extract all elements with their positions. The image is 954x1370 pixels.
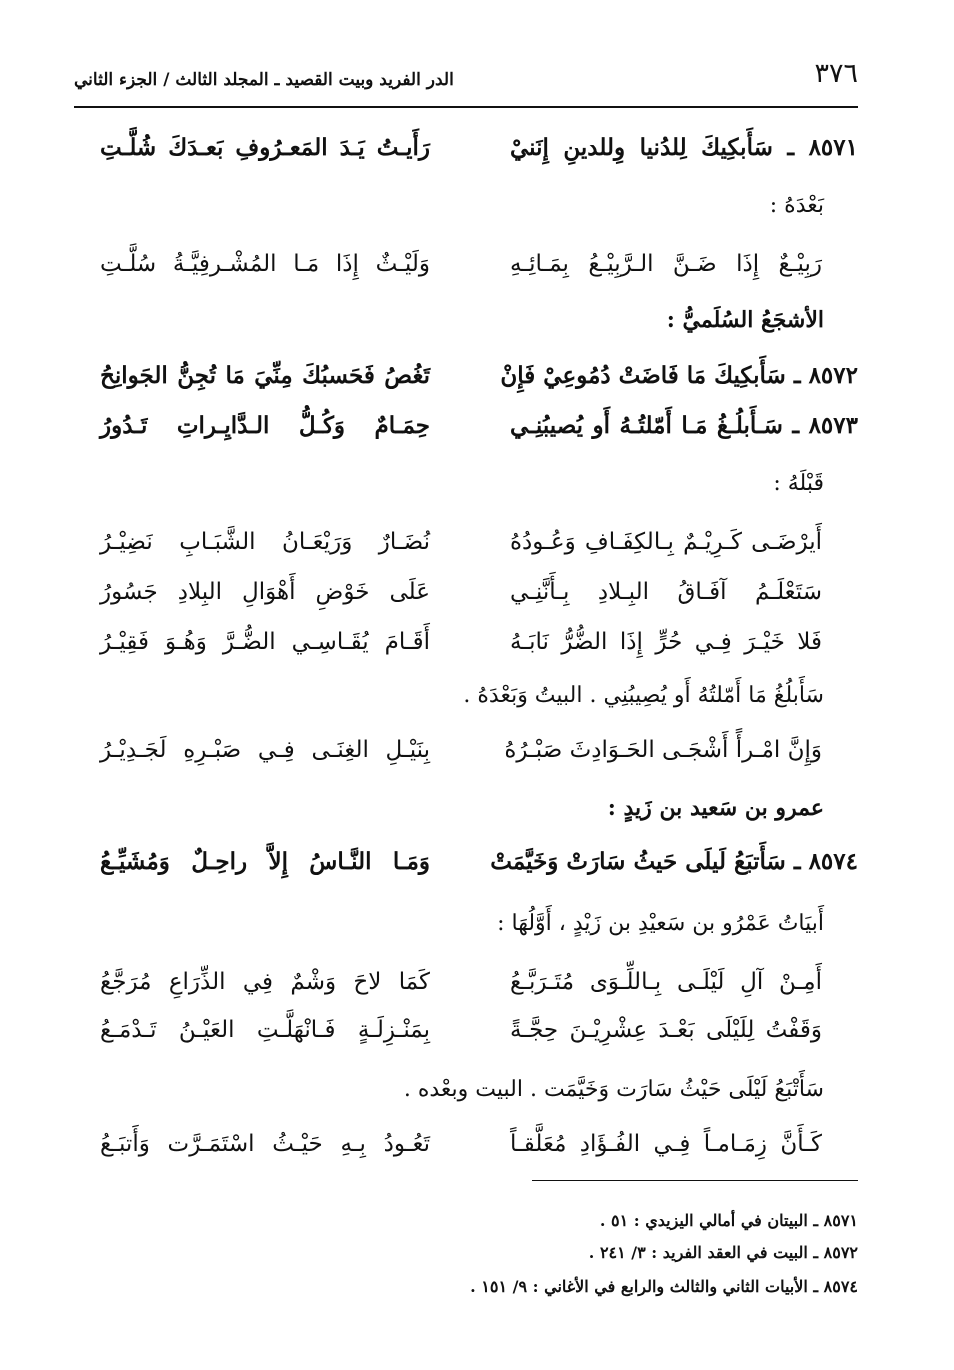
verse	[100, 960, 858, 1004]
verse-first-hemistich: وَقَفْتُ لِلَيْلَى بَعْـدَ عِشْرِيْـنَ حِجَّـةً	[510, 1017, 822, 1043]
verse	[100, 620, 858, 664]
editor-note: سَأَتْبَعُ لَيْلَى حَيْثُ سَارَت وَخَيَّمَت . البيت وبعْده .	[403, 1077, 824, 1102]
footnote: ٨٥٧١ ـ البيتان في أمالي اليزيدي : ٥١ .	[599, 1211, 858, 1230]
verse-second-hemistich: وَمَـا النَّـاسُ إِلاَّ راحِـلٌ وَمُشَيِّـعُ	[100, 848, 430, 875]
footnote-rule	[532, 1180, 858, 1181]
verse-first-hemistich: سَتَعْلَـمُ آفَـاقُ البِـلادِ بِـأَنَّنِـي	[510, 579, 822, 605]
header-rule	[74, 106, 858, 108]
verse-first-hemistich: ٨٥٧٢ ـ سَأَبكِيكَ مَا فَاضَتْ دُمُوعِيْ فَإِنْ	[500, 362, 858, 389]
verse-first-hemistich: أَيرْضَـى كَـرِيْـمٌ بِـالكِفَـافِ وَعُـودُهُ	[510, 529, 822, 555]
verse-first-hemistich: ٨٥٧٣ ـ سَـأَبلُـغُ مَـا أَمّلتُـهُ أَو يُصيبُنِـي	[510, 412, 858, 439]
verse-second-hemistich: بِمَنْـزِلَـةٍ فَـانْهَلَّـتِ العَيْـنُ تَـدْمَـعُ	[100, 1017, 430, 1043]
verse-second-hemistich: تَعُـودُ بِـهِ حَيْـثُ اسْتَمَـرَّت وَأَتبَـعُ	[100, 1131, 430, 1157]
poet-name: الأشجَعُ السُلَميُّ :	[666, 307, 824, 333]
verse-second-hemistich: رَأَيـتُ يَـدَ المَعـرُوفِ بَعـدَكَ شُلَّـتِ	[100, 134, 430, 161]
verse-first-hemistich: رَبِيْـعٌ إِذَا ضَـنَّ الـرَّبِيْـعُ بِمَـائِـهِ	[510, 251, 822, 277]
verse-first-hemistich: ٨٥٧١ ـ سَأَبكِيكَ لِلدُنيا وِللدينِ إِنَنيْ	[510, 134, 858, 161]
editor-note: أَبيَاتُ عَمْرُو بن سَعيْدِ بن زَيْدٍ ، أَوَّلُهَا :	[497, 911, 824, 936]
editor-note: سَأَبلُغُ مَا أَمّلتُهُ أَو يُصِيبُنِي . البيتُ وَبَعْدَهُ .	[463, 683, 824, 708]
verse-first-hemistich: فَلا خَيْـرَ فِـي حُرٍّ إِذَا الضُّرُّ نَابَـهُ	[510, 629, 822, 655]
verse	[100, 728, 858, 772]
running-title: الدر الفريد وبيت القصيد ـ المجلد الثالث / الجزء الثاني	[74, 70, 454, 90]
verse-second-hemistich: وَلَيْـثٌ إِذَا مَـا المُشْـرفِيَّـةُ سُلَّـتِ	[100, 251, 430, 277]
verse	[100, 242, 858, 286]
verse-second-hemistich: نُضَـارٌ وَرَيْعَـانُ الشَّبَـابِ نَضِيْـرُ	[100, 529, 430, 555]
footnote: ٨٥٧٢ ـ البيت في العقد الفريد : ٣/ ٢٤١ .	[588, 1243, 858, 1262]
verse-second-hemistich: تَغُصُ فَحَسبُكَ مِنِّيَ مَا تُجِنُّ الجَوانِحُ	[100, 362, 430, 389]
verse	[100, 520, 858, 564]
verse-first-hemistich: وَإِنَّ امْـرأً أَشْجَـى الحَـوَادِثَ صَبْـرُهُ	[504, 737, 822, 763]
page-number: ٣٧٦	[814, 58, 858, 89]
verse-first-hemistich: ٨٥٧٤ ـ سَأَتبَعُ لَيلَى حَيثُ سَارَتْ وَخَيَّمَتْ	[490, 848, 858, 875]
verse	[100, 1122, 858, 1166]
verse-8571	[100, 126, 858, 170]
verse	[100, 1008, 858, 1052]
verse-8574	[100, 840, 858, 884]
verse	[100, 570, 858, 614]
verse-second-hemistich: بِنَيْـلِ الغِنَـى فِـي صَبْـرِهِ لَجَـدِيْـرُ	[100, 737, 430, 763]
before-label: قَبْلَهُ :	[773, 471, 824, 496]
poet-name: عمرو بن سَعيد بن زَيدٍ :	[607, 795, 824, 821]
verse-8573	[100, 404, 858, 448]
verse-second-hemistich: كَمَا لاحَ وَشْمٌ فِي الذِّرَاعِ مُرَجَّعُ	[100, 969, 430, 995]
verse-second-hemistich: حِمَـامٌ وَكُـلُّ الـدَّايِـراتِ تَـدُورُ	[100, 412, 430, 439]
verse-first-hemistich: كَـأَنَّ زِمَـامـاً فِـي الفُـؤَادِ مُعَلَّقـاً	[510, 1131, 822, 1157]
verse-8572	[100, 354, 858, 398]
after-label: بَعْدَهُ :	[769, 193, 824, 218]
footnote: ٨٥٧٤ ـ الأبيات الثاني والثالث والرابع في الأغاني : ٩/ ١٥١ .	[470, 1277, 858, 1296]
verse-second-hemistich: عَلَى خَوْضِ أَهْوَالِ البِلادِ جَسُورُ	[100, 579, 430, 605]
verse-second-hemistich: أَقَـامَ يُقَـاسِـي الضُّـرَّ وَهُـوَ فَقِيْـرُ	[100, 629, 430, 655]
verse-first-hemistich: أَمِـنْ آلِ لَيْلَـى بِـاللِّـوَى مُتَـرَبَّـعُ	[510, 969, 822, 995]
page-header	[74, 56, 858, 106]
